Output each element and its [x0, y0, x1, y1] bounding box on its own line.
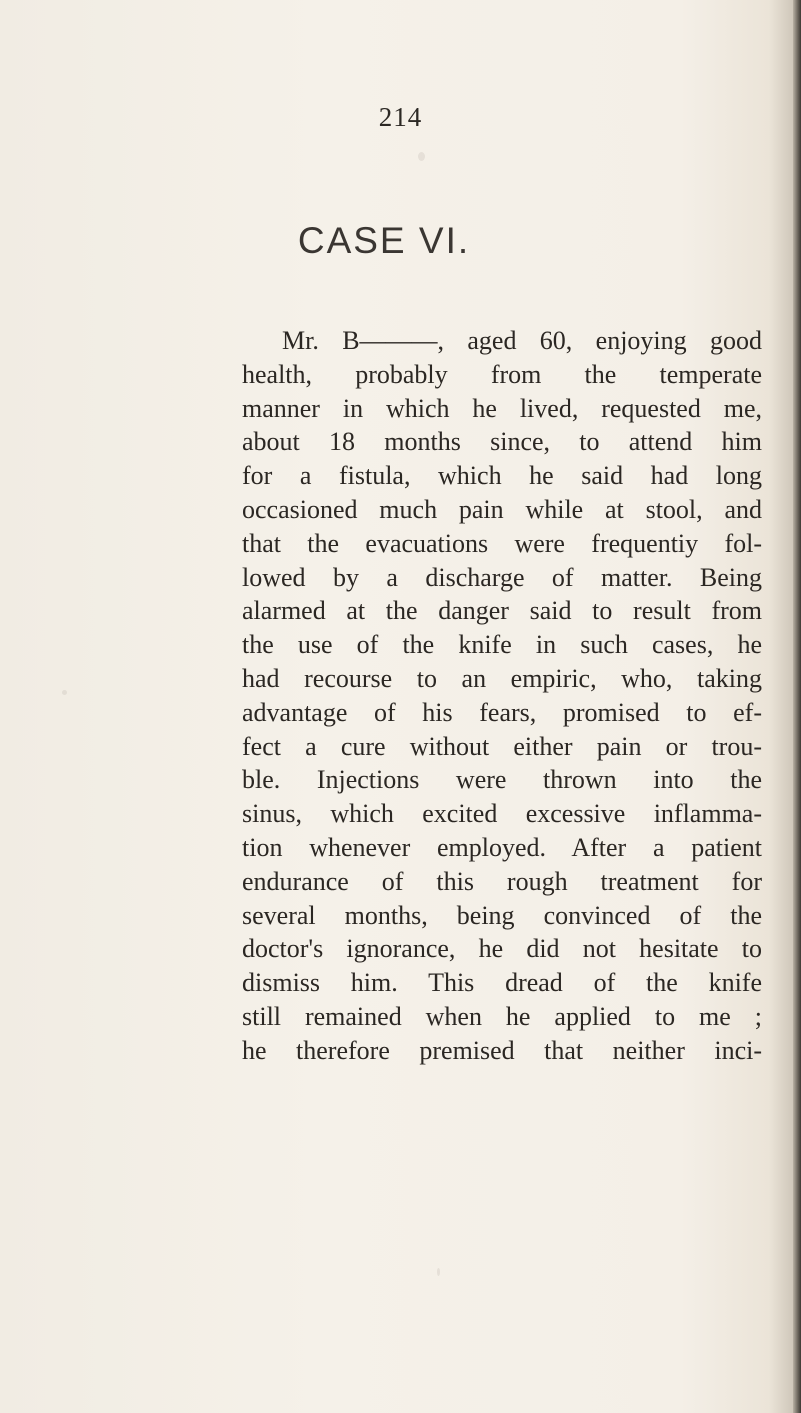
text-line: that the evacuations were frequentiy fol- [242, 528, 762, 558]
book-spine-shadow [793, 0, 801, 1413]
text-line: several months, being convinced of the [242, 900, 762, 930]
ink-speck [437, 1268, 440, 1276]
text-line: still remained when he applied to me ; [242, 1001, 762, 1031]
text-line: dismiss him. This dread of the knife [242, 968, 762, 998]
case-heading: CASE VI. [297, 220, 471, 261]
text-line: had recourse to an empiric, who, taking [242, 663, 762, 693]
text-line: endurance of this rough treatment for [242, 866, 762, 896]
text-line: sinus, which excited excessive inflamma- [242, 799, 762, 829]
text-line: occasioned much pain while at stool, and [242, 494, 762, 524]
text-line: tion whenever employed. After a patient [242, 832, 762, 862]
text-line: doctor's ignorance, he did not hesitate to [242, 934, 762, 964]
text-line: fect a cure without either pain or trou- [242, 731, 762, 761]
page-number: 214 [378, 102, 423, 132]
body-paragraph [242, 324, 762, 1068]
text-line: lowed by a discharge of matter. Being [242, 562, 762, 592]
text-line: Mr. B———, aged 60, enjoying good [282, 326, 762, 355]
text-line: alarmed at the danger said to result from [242, 596, 762, 626]
ink-speck [418, 152, 425, 161]
text-line: about 18 months since, to attend him [242, 427, 762, 457]
text-line: advantage of his fears, promised to ef- [242, 697, 762, 727]
text-line: he therefore premised that neither inci- [242, 1035, 762, 1065]
text-line: manner in which he lived, requested me, [242, 393, 762, 423]
text-line: health, probably from the temperate [242, 359, 762, 389]
text-line: ble. Injections were thrown into the [242, 765, 762, 795]
text-line: for a fistula, which he said had long [242, 461, 762, 491]
text-line: the use of the knife in such cases, he [242, 630, 762, 660]
ink-speck [62, 690, 67, 695]
